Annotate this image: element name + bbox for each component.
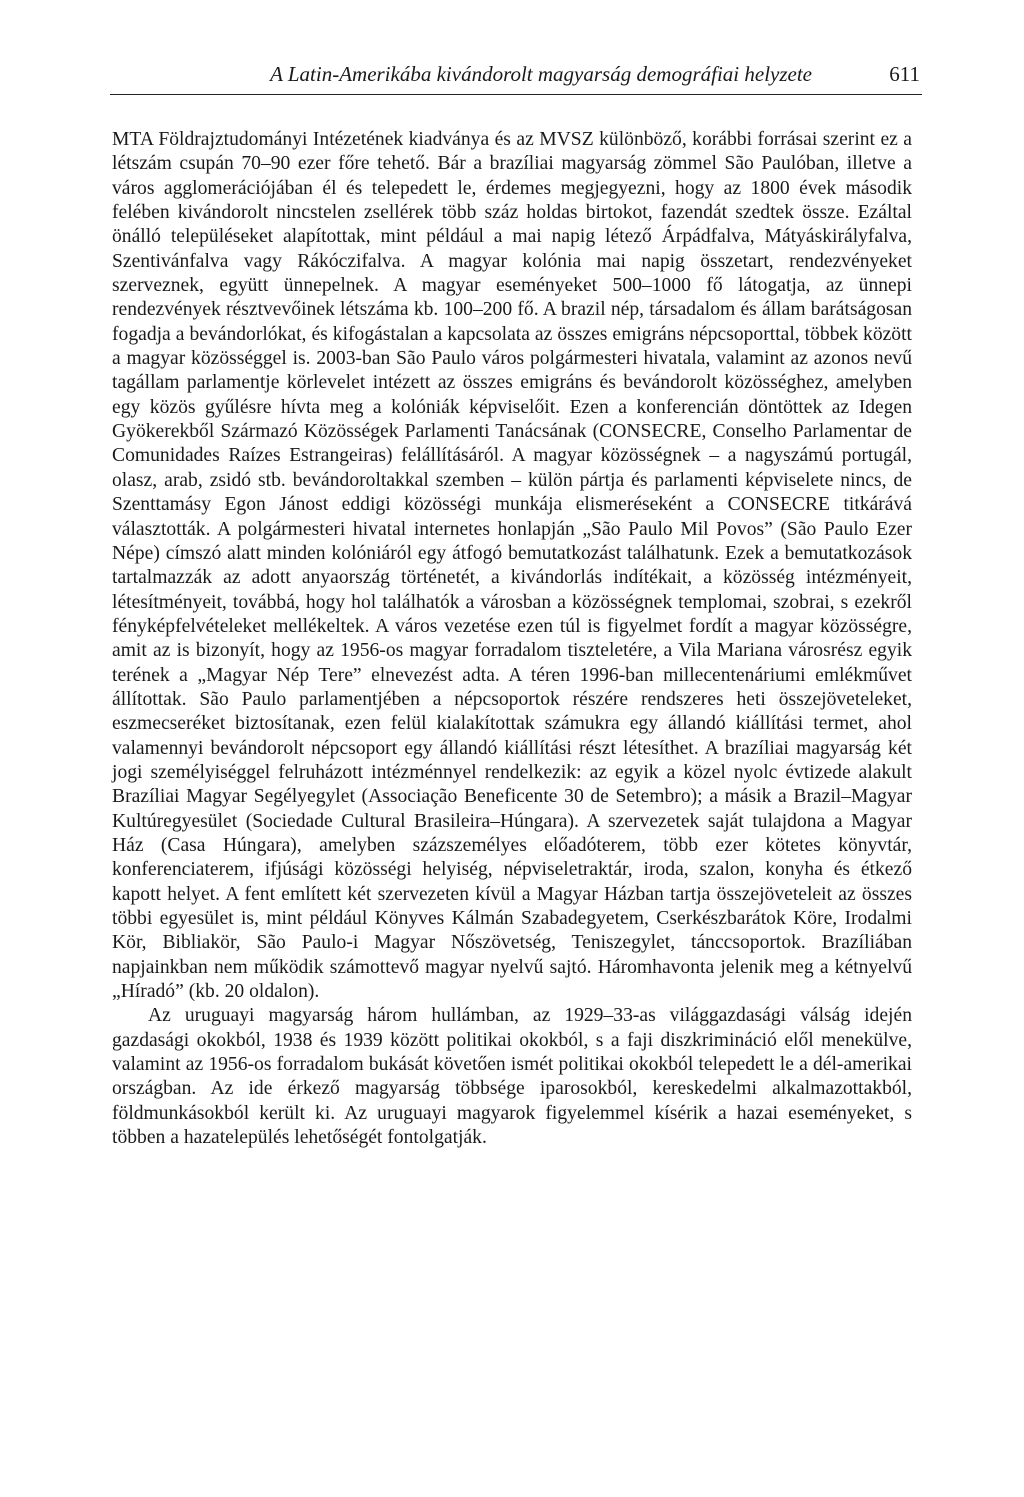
body-text xyxy=(112,128,912,1150)
paragraph-brazil: MTA Földrajztudományi Intézetének kiadványa és az MVSZ különböző, korábbi forrásai szerint ez a létszám csupán 70–90 ezer főre tehető. Bár a brazíliai magyarság zömmel São Paulóban, illetve a város agglomerációjában él és telepedett le, érdemes megjegyezni, hogy az 1800 évek második felében kivándorolt nincstelen zsellérek több száz holdas birtokot, fazendát szedtek össze. Ezáltal önálló településeket alapítottak, mint például a mai napig létező Árpádfalva, Mátyáskirályfalva, Szentivánfalva vagy Rákóczifalva. A magyar kolónia mai napig összetart, rendezvényeket szerveznek, együtt ünnepelnek. A magyar eseményeket 500–1000 fő látogatja, az ünnepi rendezvények résztvevőinek létszáma kb. 100–200 fő. A brazil nép, társadalom és állam barátságosan fogadja a bevándorlókat, és kifogástalan a kapcsolata az összes emigráns népcsoporttal, többek között a magyar közösséggel is. 2003-ban São Paulo város polgármesteri hivatala, valamint az azonos nevű tagállam parlamentje körlevelet intézett az összes emigráns és bevándorolt közösséghez, amelyben egy közös gyűlésre hívta meg a kolóniák képviselőit. Ezen a konferencián döntöttek az Idegen Gyökerekből Származó Közösségek Parlamenti Tanácsának (CONSECRE, Conselho Parlamentar de Comunidades Raízes Estrangeiras) felállításáról. A magyar közösségnek – a nagyszámú portugál, olasz, arab, zsidó stb. bevándoroltakkal szemben – külön pártja és parlamenti képviselete nincs, de Szenttamásy Egon Jánost eddigi közösségi munkája elismeréseként a CONSECRE titkárává választották. A polgármesteri hivatal internetes honlapján „São Paulo Mil Povos” (São Paulo Ezer Népe) címszó alatt minden kolóniáról egy átfogó bemutatkozást találhatunk. Ezek a bemutatkozások tartalmazzák az adott anyaország történetét, a kivándorlás indítékait, a közösség intézményeit, létesítményeit, továbbá, hogy hol találhatók a városban a közösségnek templomai, szobrai, s ezekről fényképfelvételeket mellékeltek. A város vezetése ezen túl is figyelmet fordít a magyar közösségre, amit az is bizonyít, hogy az 1956-os magyar forradalom tiszteletére, a Vila Mariana városrész egyik terének a „Magyar Nép Tere” elnevezést adta. A téren 1996-ban millecentenáriumi emlékművet állítottak. São Paulo parlamentjében a népcsoportok részére rendszeres heti összejöveteleket, eszmecseréket biztosítanak, ezen felül kialakítottak számukra egy állandó kiállítási termet, ahol valamennyi bevándorolt népcsoport egy állandó kiállítási részt létesíthet. A brazíliai magyarság két jogi személyiséggel felruházott intézménnyel rendelkezik: az egyik a közel nyolc évtizede alakult Brazíliai Magyar Segélyegylet (Associação Beneficente 30 de Setembro); a másik a Brazil–Magyar Kultúregyesület (Sociedade Cultural Brasileira–Húngara). A szervezetek saját tulajdona a Magyar Ház (Casa Húngara), amelyben százszemélyes előadóterem, több ezer kötetes könyvtár, konferenciaterem, ifjúsági közösségi helyiség, népviseletraktár, iroda, szalon, konyha és étkező kapott helyet. A fent említett két szervezeten kívül a Magyar Házban tartja összejöveteleit az összes többi egyesület is, mint például Könyves Kálmán Szabadegyetem, Cserkészbarátok Köre, Irodalmi Kör, Bibliakör, São Paulo-i Magyar Nőszövetség, Teniszegylet, tánccsoportok. Brazíliában napjainkban nem működik számottevő magyar nyelvű sajtó. Háromhavonta jelenik meg a kétnyelvű „Híradó” (kb. 20 oldalon). xyxy=(112,129,912,1003)
running-header xyxy=(110,58,922,95)
paragraph-uruguay: Az uruguayi magyarság három hullámban, az 1929–33-as világgazdasági válság idején gazdasági okokból, 1938 és 1939 között politikai okokból, s a faji diszkrimináció elől menekülve, valamint az 1956-os forradalom bukását követően ismét politikai okokból telepedett le a dél-amerikai országban. Az ide érkező magyarság többsége iparosokból, kereskedelmi alkalmazottakból, földmunkásokból került ki. Az uruguayi magyarok figyelemmel kísérik a hazai eseményeket, s többen a hazatelepülés lehetőségét fontolgatják. xyxy=(112,1005,912,1149)
page-number: 611 xyxy=(889,62,920,86)
running-title: A Latin-Amerikába kivándorolt magyarság demográfiai helyzete xyxy=(270,62,812,86)
